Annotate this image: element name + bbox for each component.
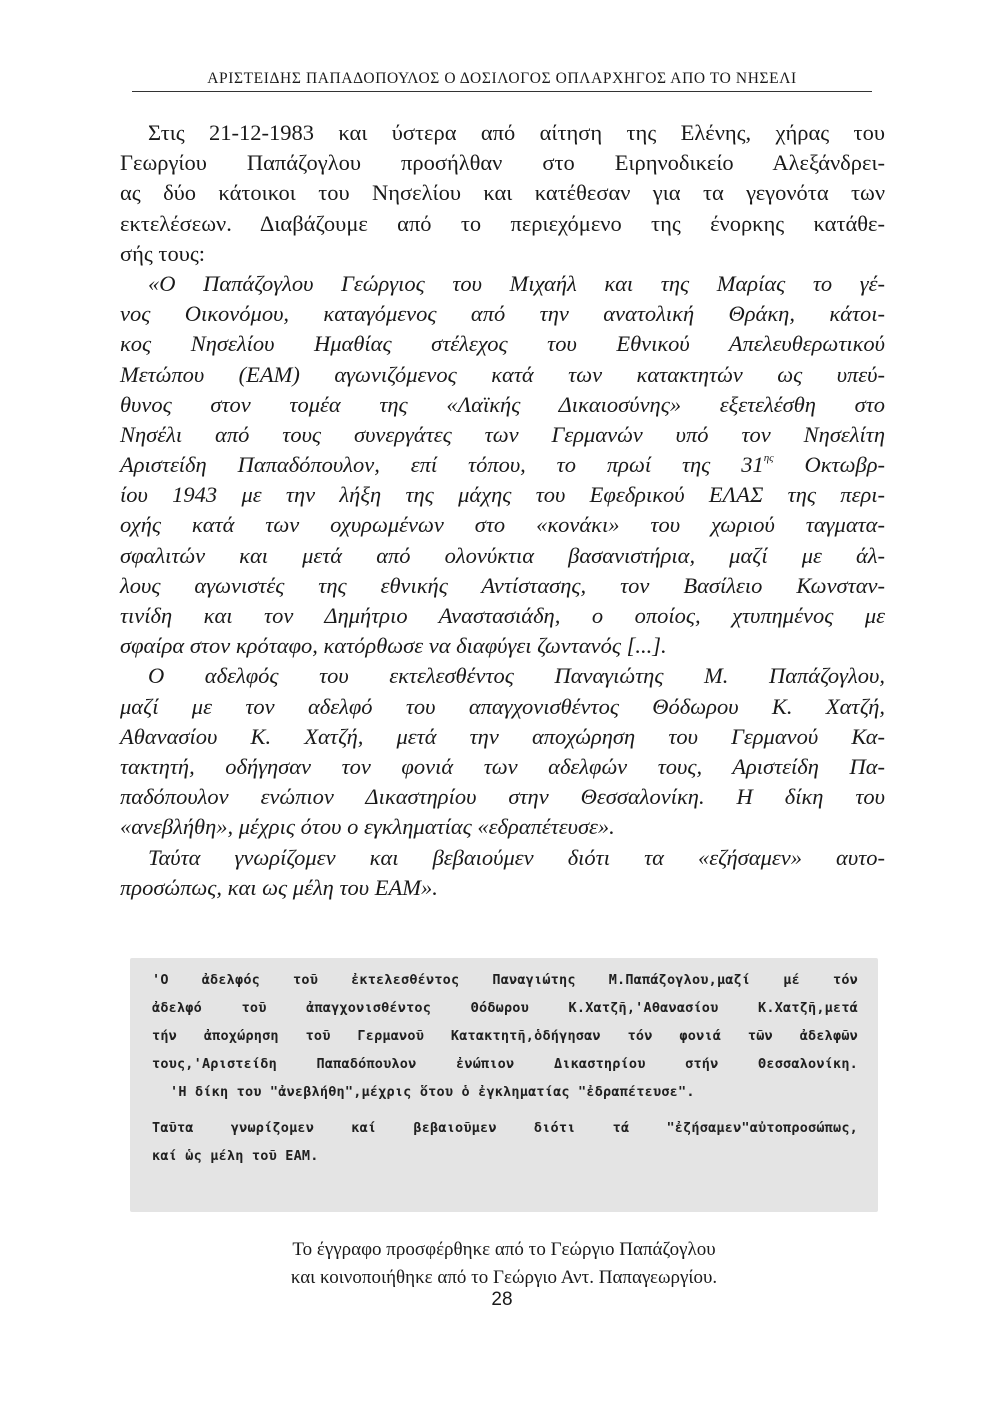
- quote-line: μαζί με τον αδελφό του απαγχονισθέντος Θόδωρου Κ. Χατζή,: [120, 693, 885, 719]
- quote-line: τινίδη και τον Δημήτριο Αναστασιάδη, ο οποίος, χτυπημένος με: [120, 603, 885, 628]
- quote-line: Νησέλι από τους συνεργάτες των Γερμανών υπό τον Νησελίτη: [120, 421, 885, 447]
- scanned-document-image: [130, 958, 878, 1212]
- quote-line: προσώπως, και ως μέλη του ΕΑΜ».: [120, 874, 438, 900]
- quote-line: Μετώπου (ΕΑΜ) αγωνιζόμενος κατά των κατακτητών ως υπεύ-: [120, 361, 885, 387]
- page-number: 28: [491, 1289, 513, 1310]
- paragraph-line: ας δύο κάτοικοι του Νησελίου και κατέθεσαν για τα γεγονότα των: [120, 180, 885, 206]
- caption-line: Το έγγραφο προσφέρθηκε από το Γεώργιο Παπάζογλου: [292, 1239, 716, 1260]
- scan-line: καί ὡς μέλη τοῦ ΕΑΜ.: [152, 1148, 319, 1164]
- quote-line: οχής κατά των οχυρωμένων στο «κονάκι» του χωριού ταγματα-: [120, 512, 885, 538]
- scan-line: 'Η δίκη του "ἀνεβλήθη",μέχρις ὅτου ὁ ἐγκληματίας "ἐδραπέτευσε".: [170, 1084, 695, 1100]
- scan-line: Ταῦτα γνωρίζομεν καί βεβαιοῦμεν διότι τά "ἐζήσαμεν"αὐτοπροσώπως,: [152, 1120, 858, 1136]
- caption-line: και κοινοποιήθηκε από το Γεώργιο Αντ. Παπαγεωργίου.: [290, 1267, 718, 1288]
- main-text: [120, 118, 885, 903]
- quote-line: νος Οικονόμου, καταγόμενος από την ανατολική Θράκη, κάτοι-: [120, 301, 885, 327]
- quote-line: «Ο Παπάζογλου Γεώργιος του Μιχαήλ και της Μαρίας το γέ-: [148, 270, 885, 296]
- quote-line: Ταύτα γνωρίζομεν και βεβαιούμεν διότι τα «εζήσαμεν» αυτο-: [148, 844, 885, 870]
- quote-line: κος Νησελίου Ημαθίας στέλεχος του Εθνικού Απελευθερωτικού: [120, 331, 885, 357]
- quote-line: σφαίρα στον κρόταφο, κατόρθωσε να διαφύγει ζωντανός [...].: [120, 633, 667, 659]
- scan-line: τήν ἀποχώρηση τοῦ Γερμανοῦ Κατακτητῆ,ὁδήγησαν τόν φονιά τῶν ἀδελφῶν: [152, 1028, 858, 1044]
- running-header: ΑΡΙΣΤΕΙΔΗΣ ΠΑΠΑΔΟΠΟΥΛΟΣ Ο ΔΟΣΙΛΟΓΟΣ ΟΠΛΑΡΧΗΓΟΣ ΑΠΟ ΤΟ ΝΗΣΕΛΙ: [207, 70, 797, 87]
- ordinal-suffix: ης: [763, 452, 774, 465]
- quote-line-date: [120, 450, 885, 480]
- quote-line: Ο αδελφός του εκτελεσθέντος Παναγιώτης Μ. Παπάζογλου,: [148, 663, 885, 689]
- scan-line: 'Ο ἀδελφός τοῦ ἐκτελεσθέντος Παναγιώτης Μ.Παπάζογλου,μαζί μέ τόν: [152, 972, 858, 988]
- quote-line: ίου 1943 με την λήξη της μάχης του Εφεδρικού ΕΛΑΣ της περι-: [120, 482, 885, 508]
- scan-line: τους,'Αριστείδη Παπαδόπουλον ἐνώπιον Δικαστηρίου στήν Θεσσαλονίκη.: [152, 1056, 858, 1072]
- paragraph-line: εκτελέσεων. Διαβάζουμε από το περιεχόμενο της ένορκης κατάθε-: [120, 210, 885, 236]
- header-underline: [132, 91, 872, 92]
- scan-line: ἀδελφό τοῦ ἀπαγχονισθέντος Θόδωρου Κ.Χατζῆ,'Αθανασίου Κ.Χατζῆ,μετά: [152, 1000, 858, 1016]
- paragraph-line: Στις 21-12-1983 και ύστερα από αίτηση της Ελένης, χήρας του: [148, 120, 885, 145]
- quote-date-text-end: Οκτωβρ-: [773, 452, 885, 478]
- quote-line: θυνος στον τομέα της «Λαϊκής Δικαιοσύνης» εξετελέσθη στο: [120, 391, 885, 417]
- scanned-document-text: [152, 966, 858, 1170]
- quote-date-text: Αριστείδη Παπαδόπουλον, επί τόπου, το πρωί της 31: [120, 452, 764, 478]
- quote-line: παδόπουλον ενώπιον Δικαστηρίου στην Θεσσαλονίκη. Η δίκη του: [120, 784, 885, 810]
- paragraph-line: Γεωργίου Παπάζογλου προσήλθαν στο Ειρηνοδικείο Αλεξάνδρει-: [120, 150, 885, 176]
- quote-line: «ανεβλήθη», μέχρις ότου ο εγκληματίας «εδραπέτευσε».: [120, 814, 615, 840]
- quote-line: σφαλιτών και μετά από ολονύκτια βασανιστήρια, μαζί με άλ-: [120, 542, 885, 568]
- image-caption: [130, 1236, 878, 1292]
- quote-line: λους αγωνιστές της εθνικής Αντίστασης, τον Βασίλειο Κωνσταν-: [120, 572, 885, 598]
- quote-line: Αθανασίου Κ. Χατζή, μετά την αποχώρηση του Γερμανού Κα-: [120, 723, 885, 749]
- quote-line: τακτητή, οδήγησαν τον φονιά των αδελφών τους, Αριστείδη Πα-: [120, 753, 885, 779]
- paragraph-line: σής τους:: [120, 240, 206, 266]
